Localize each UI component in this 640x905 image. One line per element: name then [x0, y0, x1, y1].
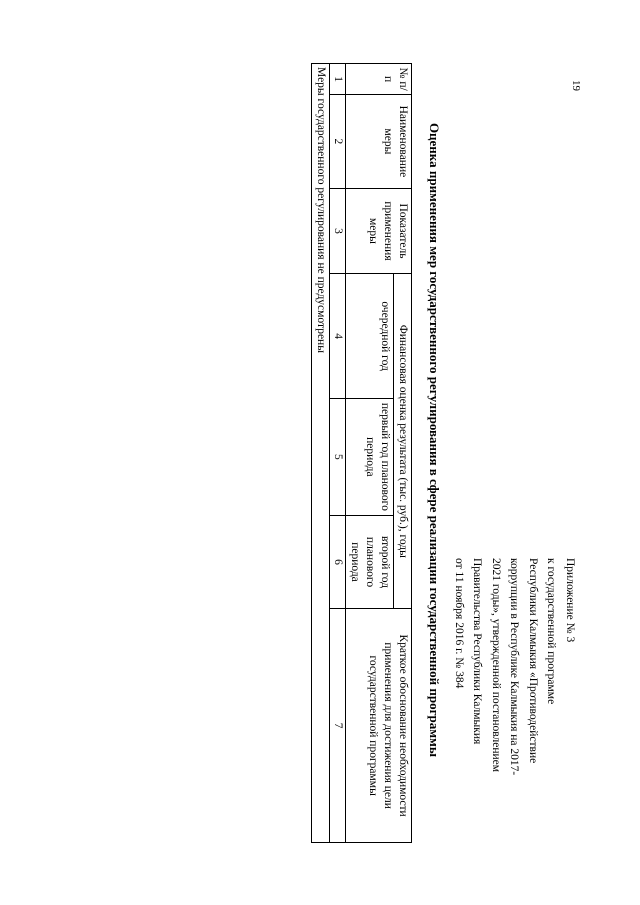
appendix-note [450, 558, 580, 808]
appendix-line: от 11 ноября 2016 г. № 384 [453, 558, 465, 689]
header-indicator: Показатель применения меры [346, 188, 412, 274]
col-number-cell: 4 [330, 274, 346, 399]
appendix-line: к государственной программе [545, 558, 558, 705]
header-row-1 [394, 64, 412, 843]
column-number-row [330, 64, 346, 843]
header-year-plan1: первый год планового периода [346, 398, 394, 515]
header-year-next: очередной год [346, 274, 394, 399]
header-name: Наименование меры [346, 95, 412, 188]
page-number: 19 [570, 80, 582, 91]
col-number-cell: 1 [330, 64, 346, 95]
header-year-plan2: второй год планового периода [346, 515, 394, 608]
note-cell: Меры государственного регулирования не предусмотрены [312, 64, 330, 843]
col-number-cell: 2 [330, 95, 346, 188]
regulation-table [311, 63, 412, 843]
header-justification: Краткое обоснование необходимости применения для достижения цели государственной программы [346, 609, 412, 843]
header-financial-group: Финансовая оценка результата (тыс. руб.), годы [394, 274, 412, 609]
appendix-line: коррупции в Республике Калмыкия на 2017- [508, 558, 521, 776]
col-number-cell: 6 [330, 515, 346, 608]
note-row [312, 64, 330, 843]
appendix-line: Правительства Республики Калмыкия [471, 558, 484, 745]
col-number-cell: 5 [330, 398, 346, 515]
document-title: Оценка применения мер государственного регулирования в сфере реализации государственной программы [427, 122, 442, 758]
col-number-cell: 7 [330, 609, 346, 843]
appendix-line: Республики Калмыкия «Противодействие [527, 558, 539, 764]
appendix-line: Приложение № 3 [564, 558, 576, 643]
header-num: № п/п [346, 64, 412, 95]
appendix-line: 2021 годы», утвержденной постановлением [490, 558, 502, 773]
col-number-cell: 3 [330, 188, 346, 274]
